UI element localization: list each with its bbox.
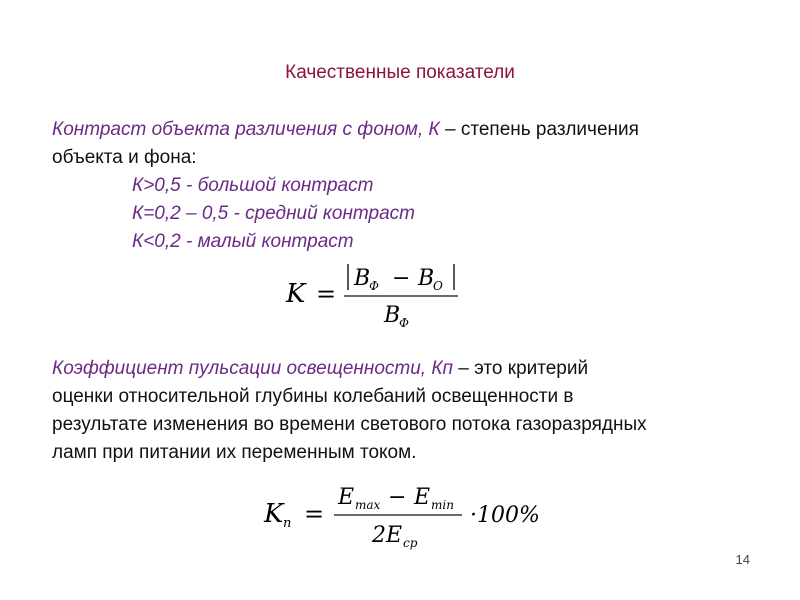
- criterion-meaning: малый контраст: [197, 231, 354, 252]
- criterion-meaning: средний контраст: [245, 203, 415, 224]
- numerator-b2: B: [418, 266, 435, 291]
- criterion-condition: К<0,2: [132, 231, 181, 252]
- denominator-sub: ср: [403, 536, 418, 550]
- denominator-sub: Ф: [399, 316, 409, 330]
- numerator-minus: −: [388, 485, 407, 510]
- formula-equals: =: [316, 280, 337, 308]
- pulsation-line-2: оценки относительной глубины колебаний освещенности в: [52, 386, 574, 407]
- criterion-separator: -: [228, 203, 246, 224]
- criterion-separator: -: [180, 231, 198, 252]
- numerator-sub2: O: [433, 279, 443, 293]
- formula-lhs-sub: п: [283, 516, 292, 531]
- numerator-sub1: Ф: [369, 279, 379, 293]
- formula-multiplier: ·100%: [470, 503, 540, 528]
- denominator: 2E: [372, 523, 403, 548]
- numerator-sub1: max: [355, 498, 381, 512]
- formula-equals: =: [304, 500, 325, 528]
- criterion-small: [132, 228, 354, 256]
- criterion-medium: [132, 200, 415, 228]
- pulsation-line-1: – это критерий: [453, 358, 589, 379]
- criterion-separator: -: [180, 175, 198, 196]
- contrast-definition: [52, 116, 772, 172]
- criterion-condition: К=0,2 – 0,5: [132, 203, 229, 224]
- page-number: 14: [735, 552, 750, 567]
- pulsation-term: Коэффициент пульсации освещенности, Кп: [52, 358, 454, 379]
- pulsation-definition: [52, 355, 772, 467]
- numerator-sub2: min: [431, 498, 454, 512]
- criterion-meaning: большой контраст: [197, 175, 374, 196]
- criterion-large: [132, 172, 373, 200]
- denominator-b: B: [384, 303, 401, 328]
- slide-title: Качественные показатели: [285, 62, 515, 83]
- pulsation-formula: [258, 476, 568, 556]
- numerator-e1: E: [338, 485, 355, 510]
- contrast-term: Контраст объекта различения с фоном, К: [52, 119, 440, 140]
- numerator-b1: B: [354, 266, 371, 291]
- contrast-definition-text-2: объекта и фона:: [52, 147, 197, 168]
- pulsation-line-4: ламп при питании их переменным током.: [52, 442, 417, 463]
- numerator-minus: −: [392, 266, 411, 291]
- pulsation-line-3: результате изменения во времени светового потока газоразрядных: [52, 414, 647, 435]
- criterion-condition: К>0,5: [132, 175, 181, 196]
- contrast-definition-text: – степень различения: [439, 119, 639, 140]
- numerator-e2: E: [414, 485, 431, 510]
- formula-lhs: K: [264, 499, 284, 529]
- contrast-formula: [280, 258, 480, 338]
- formula-lhs: K: [286, 279, 306, 309]
